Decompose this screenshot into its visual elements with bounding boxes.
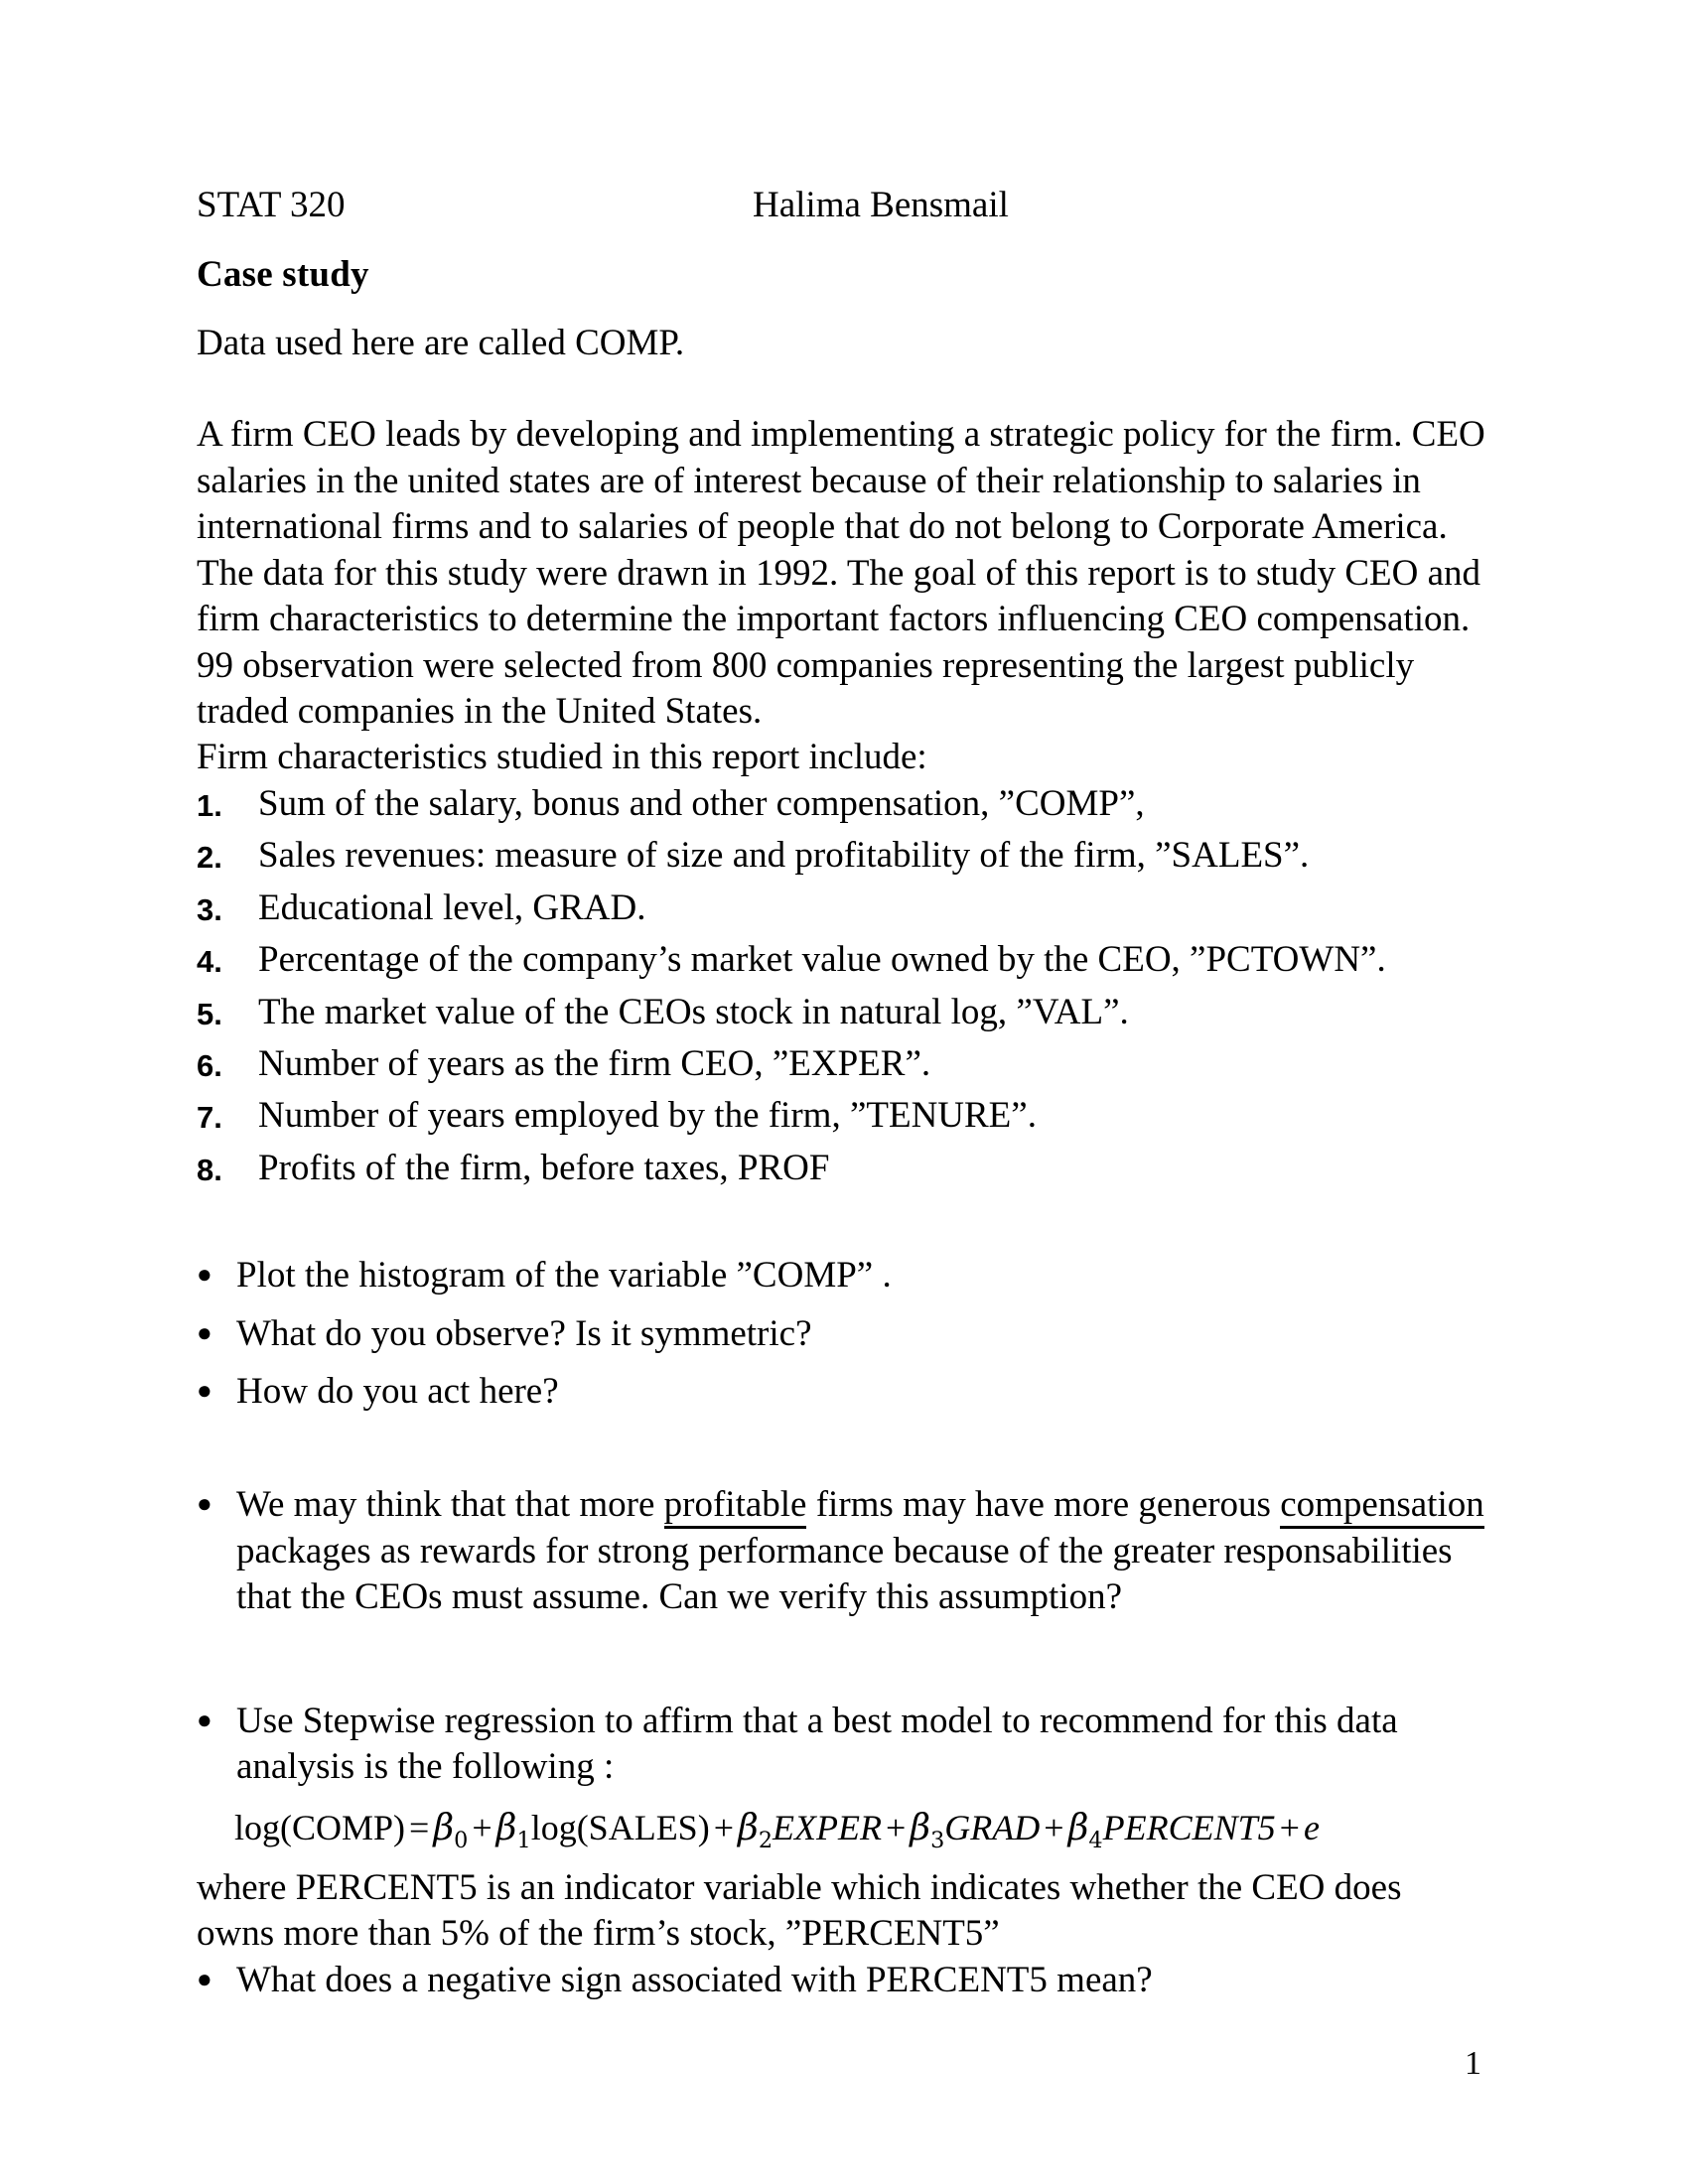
questions-list-negative-sign bbox=[197, 1958, 1487, 2003]
firm-characteristics-list bbox=[197, 781, 1487, 1191]
equation-error-term: e bbox=[1303, 1807, 1320, 1847]
bullet-item-label-stepwise: Use Stepwise regression to affirm that a best model to recommend for this data analysis is the following : bbox=[236, 1700, 1398, 1788]
equation-beta-1 bbox=[495, 1807, 531, 1853]
page-title: Case study bbox=[197, 253, 369, 295]
list-item bbox=[197, 1699, 1487, 1791]
list-item-label: Sum of the salary, bonus and other compensation, ”COMP”, bbox=[258, 782, 1145, 824]
beta-subscript: 3 bbox=[930, 1827, 945, 1853]
beta-subscript: 4 bbox=[1088, 1827, 1103, 1853]
intro-line: Data used here are called COMP. bbox=[197, 323, 685, 364]
beta-subscript: 0 bbox=[454, 1827, 469, 1853]
equation-plus-2: + bbox=[713, 1807, 734, 1847]
spacer bbox=[197, 1427, 1487, 1482]
list-item bbox=[197, 1093, 1487, 1139]
bullet-item-label-negative: What does a negative sign associated with PERCENT5 mean? bbox=[236, 1959, 1153, 2000]
bullet-icon: ● bbox=[197, 1489, 212, 1519]
list-item-label: Educational level, GRAD. bbox=[258, 887, 646, 928]
bullet-item-label: What do you observe? Is it symmetric? bbox=[236, 1312, 812, 1354]
beta-glyph: β bbox=[433, 1807, 455, 1848]
paragraph-observations: 99 observation were selected from 800 companies representing the largest publicly traded companies in the United States. bbox=[197, 644, 1415, 732]
list-item bbox=[197, 1253, 1487, 1298]
list-number: 5. bbox=[197, 996, 222, 1031]
equation-equals: = bbox=[409, 1807, 430, 1847]
list-number: 7. bbox=[197, 1100, 222, 1136]
equation-term-percent5: PERCENT5 bbox=[1102, 1807, 1276, 1847]
bullet-icon: ● bbox=[197, 1964, 212, 1993]
bullet-icon: ● bbox=[197, 1260, 212, 1290]
document-header bbox=[197, 184, 1487, 227]
bullet-icon: ● bbox=[197, 1705, 212, 1734]
equation-term-exper: EXPER bbox=[773, 1807, 882, 1847]
list-item-label: Sales revenues: measure of size and profitability of the firm, ”SALES”. bbox=[258, 835, 1310, 877]
equation-plus-5: + bbox=[1279, 1807, 1300, 1847]
equation-plus-4: + bbox=[1044, 1807, 1064, 1847]
list-number: 8. bbox=[197, 1152, 222, 1187]
list-number: 3. bbox=[197, 891, 222, 927]
author-name: Halima Bensmail bbox=[753, 185, 1009, 225]
questions-list-primary bbox=[197, 1253, 1487, 1415]
list-item bbox=[197, 937, 1487, 983]
paragraph-study-data: The data for this study were drawn in 1992. The goal of this report is to study CEO and firm characteristics to determine the important factors influencing CEO compensation. bbox=[197, 552, 1481, 640]
list-item bbox=[197, 1482, 1487, 1620]
list-item bbox=[197, 1369, 1487, 1415]
beta-glyph: β bbox=[1067, 1807, 1089, 1848]
beta-glyph: β bbox=[910, 1807, 931, 1848]
regression-equation bbox=[234, 1805, 1487, 1855]
text-part-1: We may think that that more bbox=[236, 1484, 664, 1526]
text-part-2: firms may have more generous bbox=[806, 1484, 1281, 1526]
document-body bbox=[197, 184, 1487, 2015]
beta-glyph: β bbox=[495, 1807, 517, 1848]
equation-beta-0 bbox=[433, 1807, 469, 1853]
list-item-label: The market value of the CEOs stock in natural log, ”VAL”. bbox=[258, 991, 1129, 1032]
list-item bbox=[197, 833, 1487, 879]
equation-beta-4 bbox=[1067, 1807, 1103, 1853]
spacer bbox=[197, 1633, 1487, 1699]
beta-subscript: 2 bbox=[758, 1827, 774, 1853]
equation-beta-3 bbox=[910, 1807, 945, 1853]
list-item bbox=[197, 990, 1487, 1035]
equation-lhs: log(COMP) bbox=[234, 1807, 406, 1847]
list-number: 6. bbox=[197, 1047, 222, 1083]
list-item-label: Percentage of the company’s market value owned by the CEO, ”PCTOWN”. bbox=[258, 939, 1386, 981]
beta-glyph: β bbox=[738, 1807, 759, 1848]
text-part-3: packages as rewards for strong performance because of the greater responsabilities that the CEOs must assume. Can we verify this assumption? bbox=[236, 1530, 1453, 1618]
spacer bbox=[197, 1197, 1487, 1253]
list-number: 2. bbox=[197, 840, 222, 876]
questions-list-profitable bbox=[197, 1482, 1487, 1620]
list-item bbox=[197, 886, 1487, 931]
paragraph-percent5-definition: where PERCENT5 is an indicator variable which indicates whether the CEO does owns more than 5% of the firm’s stock, ”PERCENT5” bbox=[197, 1866, 1402, 1955]
beta-subscript: 1 bbox=[516, 1827, 531, 1853]
list-item-label: Number of years employed by the firm, ”TENURE”. bbox=[258, 1095, 1037, 1137]
equation-beta-2 bbox=[738, 1807, 774, 1853]
list-item bbox=[197, 1146, 1487, 1191]
equation-term-sales: log(SALES) bbox=[530, 1807, 710, 1847]
equation-plus-1: + bbox=[472, 1807, 492, 1847]
underlined-compensation: compensation bbox=[1280, 1484, 1484, 1529]
list-number: 4. bbox=[197, 944, 222, 980]
equation-term-grad: GRAD bbox=[944, 1807, 1041, 1847]
bullet-item-label: How do you act here? bbox=[236, 1371, 559, 1413]
list-item bbox=[197, 781, 1487, 827]
bullet-item-label-profitable bbox=[236, 1482, 1487, 1620]
list-item bbox=[197, 1311, 1487, 1357]
bullet-icon: ● bbox=[197, 1317, 212, 1347]
course-code: STAT 320 bbox=[197, 185, 346, 225]
bullet-icon: ● bbox=[197, 1376, 212, 1406]
questions-list-stepwise bbox=[197, 1699, 1487, 1791]
list-item bbox=[197, 1958, 1487, 2003]
spacer bbox=[197, 366, 1487, 412]
list-number: 1. bbox=[197, 787, 222, 823]
equation-plus-3: + bbox=[885, 1807, 907, 1847]
list-item-label: Number of years as the firm CEO, ”EXPER”. bbox=[258, 1042, 931, 1084]
paragraph-firm-ceo: A firm CEO leads by developing and implementing a strategic policy for the firm. CEO salaries in the united states are of interest because of their relationship to salaries in international firms and to salaries of people that do not belong to Corporate America. bbox=[197, 414, 1485, 548]
list-item-label: Profits of the firm, before taxes, PROF bbox=[258, 1147, 830, 1188]
list-item bbox=[197, 1041, 1487, 1087]
page-number: 1 bbox=[1465, 2045, 1481, 2082]
underlined-profitable: profitable bbox=[664, 1484, 807, 1529]
bullet-item-label: Plot the histogram of the variable ”COMP” . bbox=[236, 1255, 892, 1297]
paragraph-characteristics-lead: Firm characteristics studied in this report include: bbox=[197, 737, 927, 778]
